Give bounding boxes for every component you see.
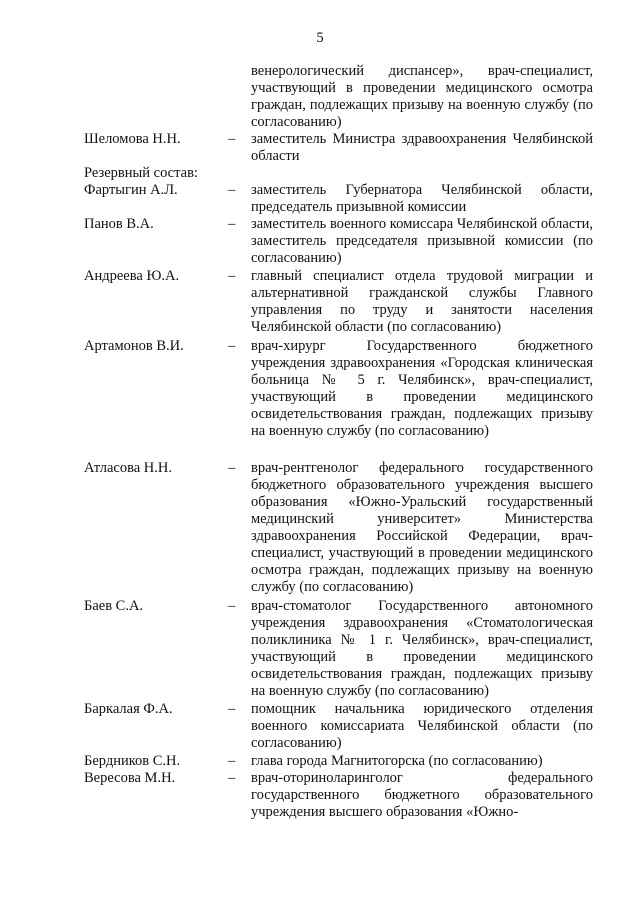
member-name: Вересова М.Н. xyxy=(84,770,176,786)
member-name: Баев С.А. xyxy=(84,598,144,614)
member-name: Панов В.А. xyxy=(84,216,154,232)
dash-separator: – xyxy=(228,216,236,232)
dash-separator: – xyxy=(228,338,236,354)
dash-separator: – xyxy=(228,598,236,614)
dash-separator: – xyxy=(228,131,236,147)
member-position: помощник начальника юридического отделения военного комиссариата Челябинской области (по согласованию) xyxy=(251,701,593,751)
member-name: Бердников С.Н. xyxy=(84,753,181,769)
dash-separator: – xyxy=(228,460,236,476)
dash-separator: – xyxy=(228,268,236,284)
member-position: врач-хирург Государственного бюджетного учреждения здравоохранения «Городская клиническая больница № 5 г. Челябинск», врач-специалист, участвующий в проведении медицинского освидетельствования граждан, подлежащих призыву на военную службу (по согласованию) xyxy=(251,338,593,439)
member-name: Артамонов В.И. xyxy=(84,338,184,354)
member-position: главный специалист отдела трудовой миграции и альтернативной гражданской службы Главного управления по труду и занятости населения Челябинской области (по согласованию) xyxy=(251,268,593,335)
member-position: врач-стоматолог Государственного автономного учреждения здравоохранения «Стоматологическая поликлиника № 1 г. Челябинск», врач-специалист, участвующий в проведении медицинского освидетельствования граждан, подлежащих призыву на военную службу (по согласованию) xyxy=(251,598,593,699)
member-position: заместитель военного комиссара Челябинской области, заместитель председателя призывной комиссии (по согласованию) xyxy=(251,216,593,266)
member-name: Фартыгин А.Л. xyxy=(84,182,178,198)
member-name: Баркалая Ф.А. xyxy=(84,701,173,717)
dash-separator: – xyxy=(228,701,236,717)
member-name: Шеломова Н.Н. xyxy=(84,131,181,147)
dash-separator: – xyxy=(228,182,236,198)
reserve-heading: Резервный состав: xyxy=(84,165,198,181)
member-position: врач-рентгенолог федерального государственного бюджетного образовательного учреждения высшего образования «Южно-Уральский государственный медицинский университет» Министерства здравоохранения Российской Федерации, врач-специалист, участвующий в проведении медицинского осмотра граждан, подлежащих призыву на военную службу (по согласованию) xyxy=(251,460,593,595)
dash-separator: – xyxy=(228,753,236,769)
member-name: Андреева Ю.А. xyxy=(84,268,180,284)
continuation-text: венерологический диспансер», врач-специалист, участвующий в проведении медицинского осмотра граждан, подлежащих призыву на военную службу (по согласованию) xyxy=(251,63,593,130)
member-position: глава города Магнитогорска (по согласованию) xyxy=(251,753,543,769)
dash-separator: – xyxy=(228,770,236,786)
member-position: врач-оториноларинголог федерального государственного бюджетного образовательного учреждения высшего образования «Южно- xyxy=(251,770,593,820)
member-position: заместитель Министра здравоохранения Челябинской области xyxy=(251,131,593,164)
member-name: Атласова Н.Н. xyxy=(84,460,172,476)
page-number: 5 xyxy=(316,30,324,46)
member-position: заместитель Губернатора Челябинской области, председатель призывной комиссии xyxy=(251,182,593,215)
